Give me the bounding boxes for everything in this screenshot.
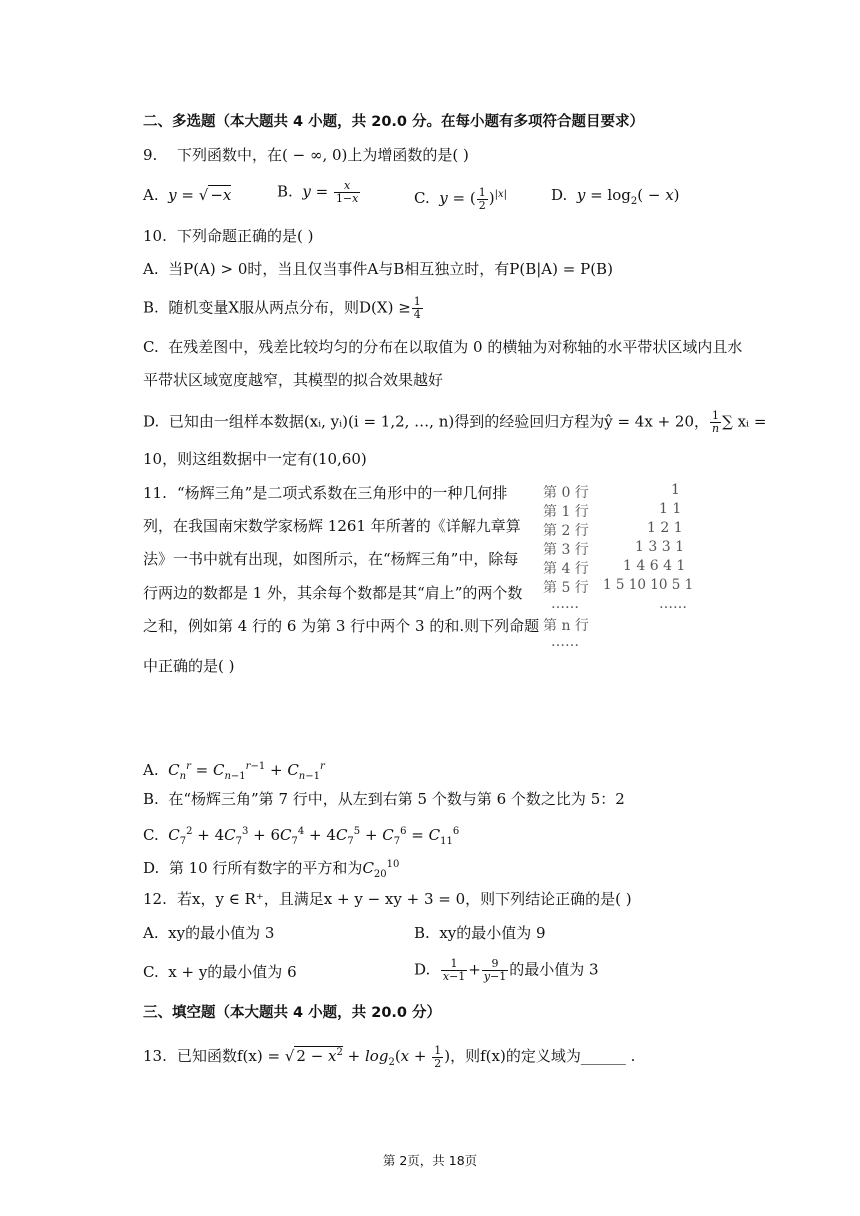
- triangle-row-label: 第 0 行: [543, 485, 589, 501]
- q10-option-d-line1: D. 已知由一组样本数据(xᵢ, yᵢ)(i = 1,2, …, n)得到的经验回归方程为ŷ = 4x + 20， $\frac{1}{n}$ ∑ xᵢ =: [143, 409, 767, 435]
- triangle-row-label-n: 第 n 行: [543, 618, 589, 634]
- triangle-row-numbers: 1 4 6 4 1: [623, 558, 686, 574]
- q11-stem-line2: 列，在我国南宋数学家杨辉 1261 年所著的《详解九章算: [143, 517, 521, 535]
- q12-stem: 12. 若x，y ∈ R⁺，且满足x + y − xy + 3 = 0，则下列结论正确的是( ): [143, 890, 632, 908]
- q11-stem-line6: 中正确的是( ): [143, 657, 235, 675]
- q11-option-a: A. $C_n^r = C_{n-1}^{r-1} + C_{n-1}^r$: [143, 761, 325, 782]
- q10-number: 10.: [143, 227, 167, 245]
- q12-option-c: C. x + y的最小值为 6: [143, 963, 297, 981]
- triangle-ellipsis-bottom: ……: [551, 634, 579, 650]
- triangle-row-numbers: 1 2 1: [647, 520, 683, 536]
- triangle-row-numbers: 1 1: [659, 501, 682, 517]
- triangle-row-numbers: 1 3 3 1: [635, 539, 684, 555]
- q13-stem: 13. 已知函数f(x) = √ $2 - x^2 + \log_2(x$ + $\frac{1}{2}$ )，则f(x)的定义域为______ .: [143, 1043, 636, 1070]
- q12-number: 12.: [143, 890, 167, 908]
- yanghui-triangle-figure: [543, 482, 758, 652]
- q12-option-d: D. $\frac{1}{x-1}$ + $\frac{9}{y-1}$ 的最小值为 3: [414, 957, 599, 983]
- q11-option-b: B. 在“杨辉三角”第 7 行中，从左到右第 5 个数与第 6 个数之比为 5：2: [143, 790, 625, 808]
- q11-stem-line5: 之和，例如第 4 行的 6 为第 3 行中两个 3 的和.则下列命题: [143, 617, 540, 635]
- q11-stem-line3: 法》一书中就有出现，如图所示，在“杨辉三角”中，除每: [143, 550, 519, 568]
- triangle-row-label: 第 4 行: [543, 561, 589, 577]
- q11-option-c: C. $C_7^2 + 4C_7^3 + 6C_7^4 + 4C_7^5 + C_7^6 = C_{11}^6$: [143, 826, 460, 847]
- triangle-row-label: 第 2 行: [543, 523, 589, 539]
- q9-option-c: C. y = ( $\frac{1}{2}$ )$^{|x|}$: [414, 185, 507, 212]
- q9-number: 9.: [143, 146, 158, 164]
- q11-stem-line1: 11. “杨辉三角”是二项式系数在三角形中的一种几何排: [143, 484, 508, 502]
- q11-number: 11.: [143, 484, 167, 502]
- q11-option-d: D. 第 10 行所有数字的平方和为$C_{20}^{10}$: [143, 859, 400, 880]
- q10-option-b: B. 随机变量X服从两点分布，则D(X) ≥ $\frac{1}{4}$: [143, 295, 421, 321]
- q9-option-b: B. y = $\frac{x}{1-x}$: [277, 179, 359, 205]
- q10-option-d-line2: 10，则这组数据中一定有(10,60): [143, 450, 367, 468]
- triangle-row-label: 第 3 行: [543, 542, 589, 558]
- q13-number: 13.: [143, 1047, 167, 1065]
- q9-option-a: A. y = √ −x: [143, 186, 232, 204]
- triangle-row-label: 第 5 行: [543, 580, 589, 596]
- section-3-title: 三、填空题（本大题共 4 小题，共 20.0 分）: [143, 1005, 442, 1021]
- triangle-ellipsis-right: ……: [659, 596, 687, 612]
- triangle-row-label: 第 1 行: [543, 504, 589, 520]
- q10-option-a: A. 当P(A) > 0时，当且仅当事件A与B相互独立时，有P(B|A) = P(B): [143, 260, 613, 278]
- q9-option-d: D. $y = \log_2( - x)$: [551, 186, 680, 207]
- q10-option-c-line1: C. 在残差图中，残差比较均匀的分布在以取值为 0 的横轴为对称轴的水平带状区域内且水: [143, 338, 743, 356]
- q12-option-a: A. xy的最小值为 3: [143, 924, 275, 942]
- q10-stem: 10. 下列命题正确的是( ): [143, 227, 314, 245]
- q9-stem: 9. 下列函数中，在( − ∞, 0)上为增函数的是( ): [143, 146, 469, 164]
- triangle-row-numbers: 1: [671, 482, 680, 498]
- page-footer: 第 2页，共 18页: [382, 1153, 478, 1168]
- q10-option-c-line2: 平带状区域宽度越窄，其模型的拟合效果越好: [143, 371, 444, 389]
- triangle-row-numbers: 1 5 10 10 5 1: [603, 577, 694, 593]
- q12-option-b: B. xy的最小值为 9: [414, 924, 546, 942]
- section-2-title: 二、多选题（本大题共 4 小题，共 20.0 分。在每小题有多项符合题目要求）: [143, 114, 645, 130]
- triangle-ellipsis-left: ……: [551, 596, 579, 612]
- q11-stem-line4: 行两边的数都是 1 外，其余每个数都是其“肩上”的两个数: [143, 584, 523, 602]
